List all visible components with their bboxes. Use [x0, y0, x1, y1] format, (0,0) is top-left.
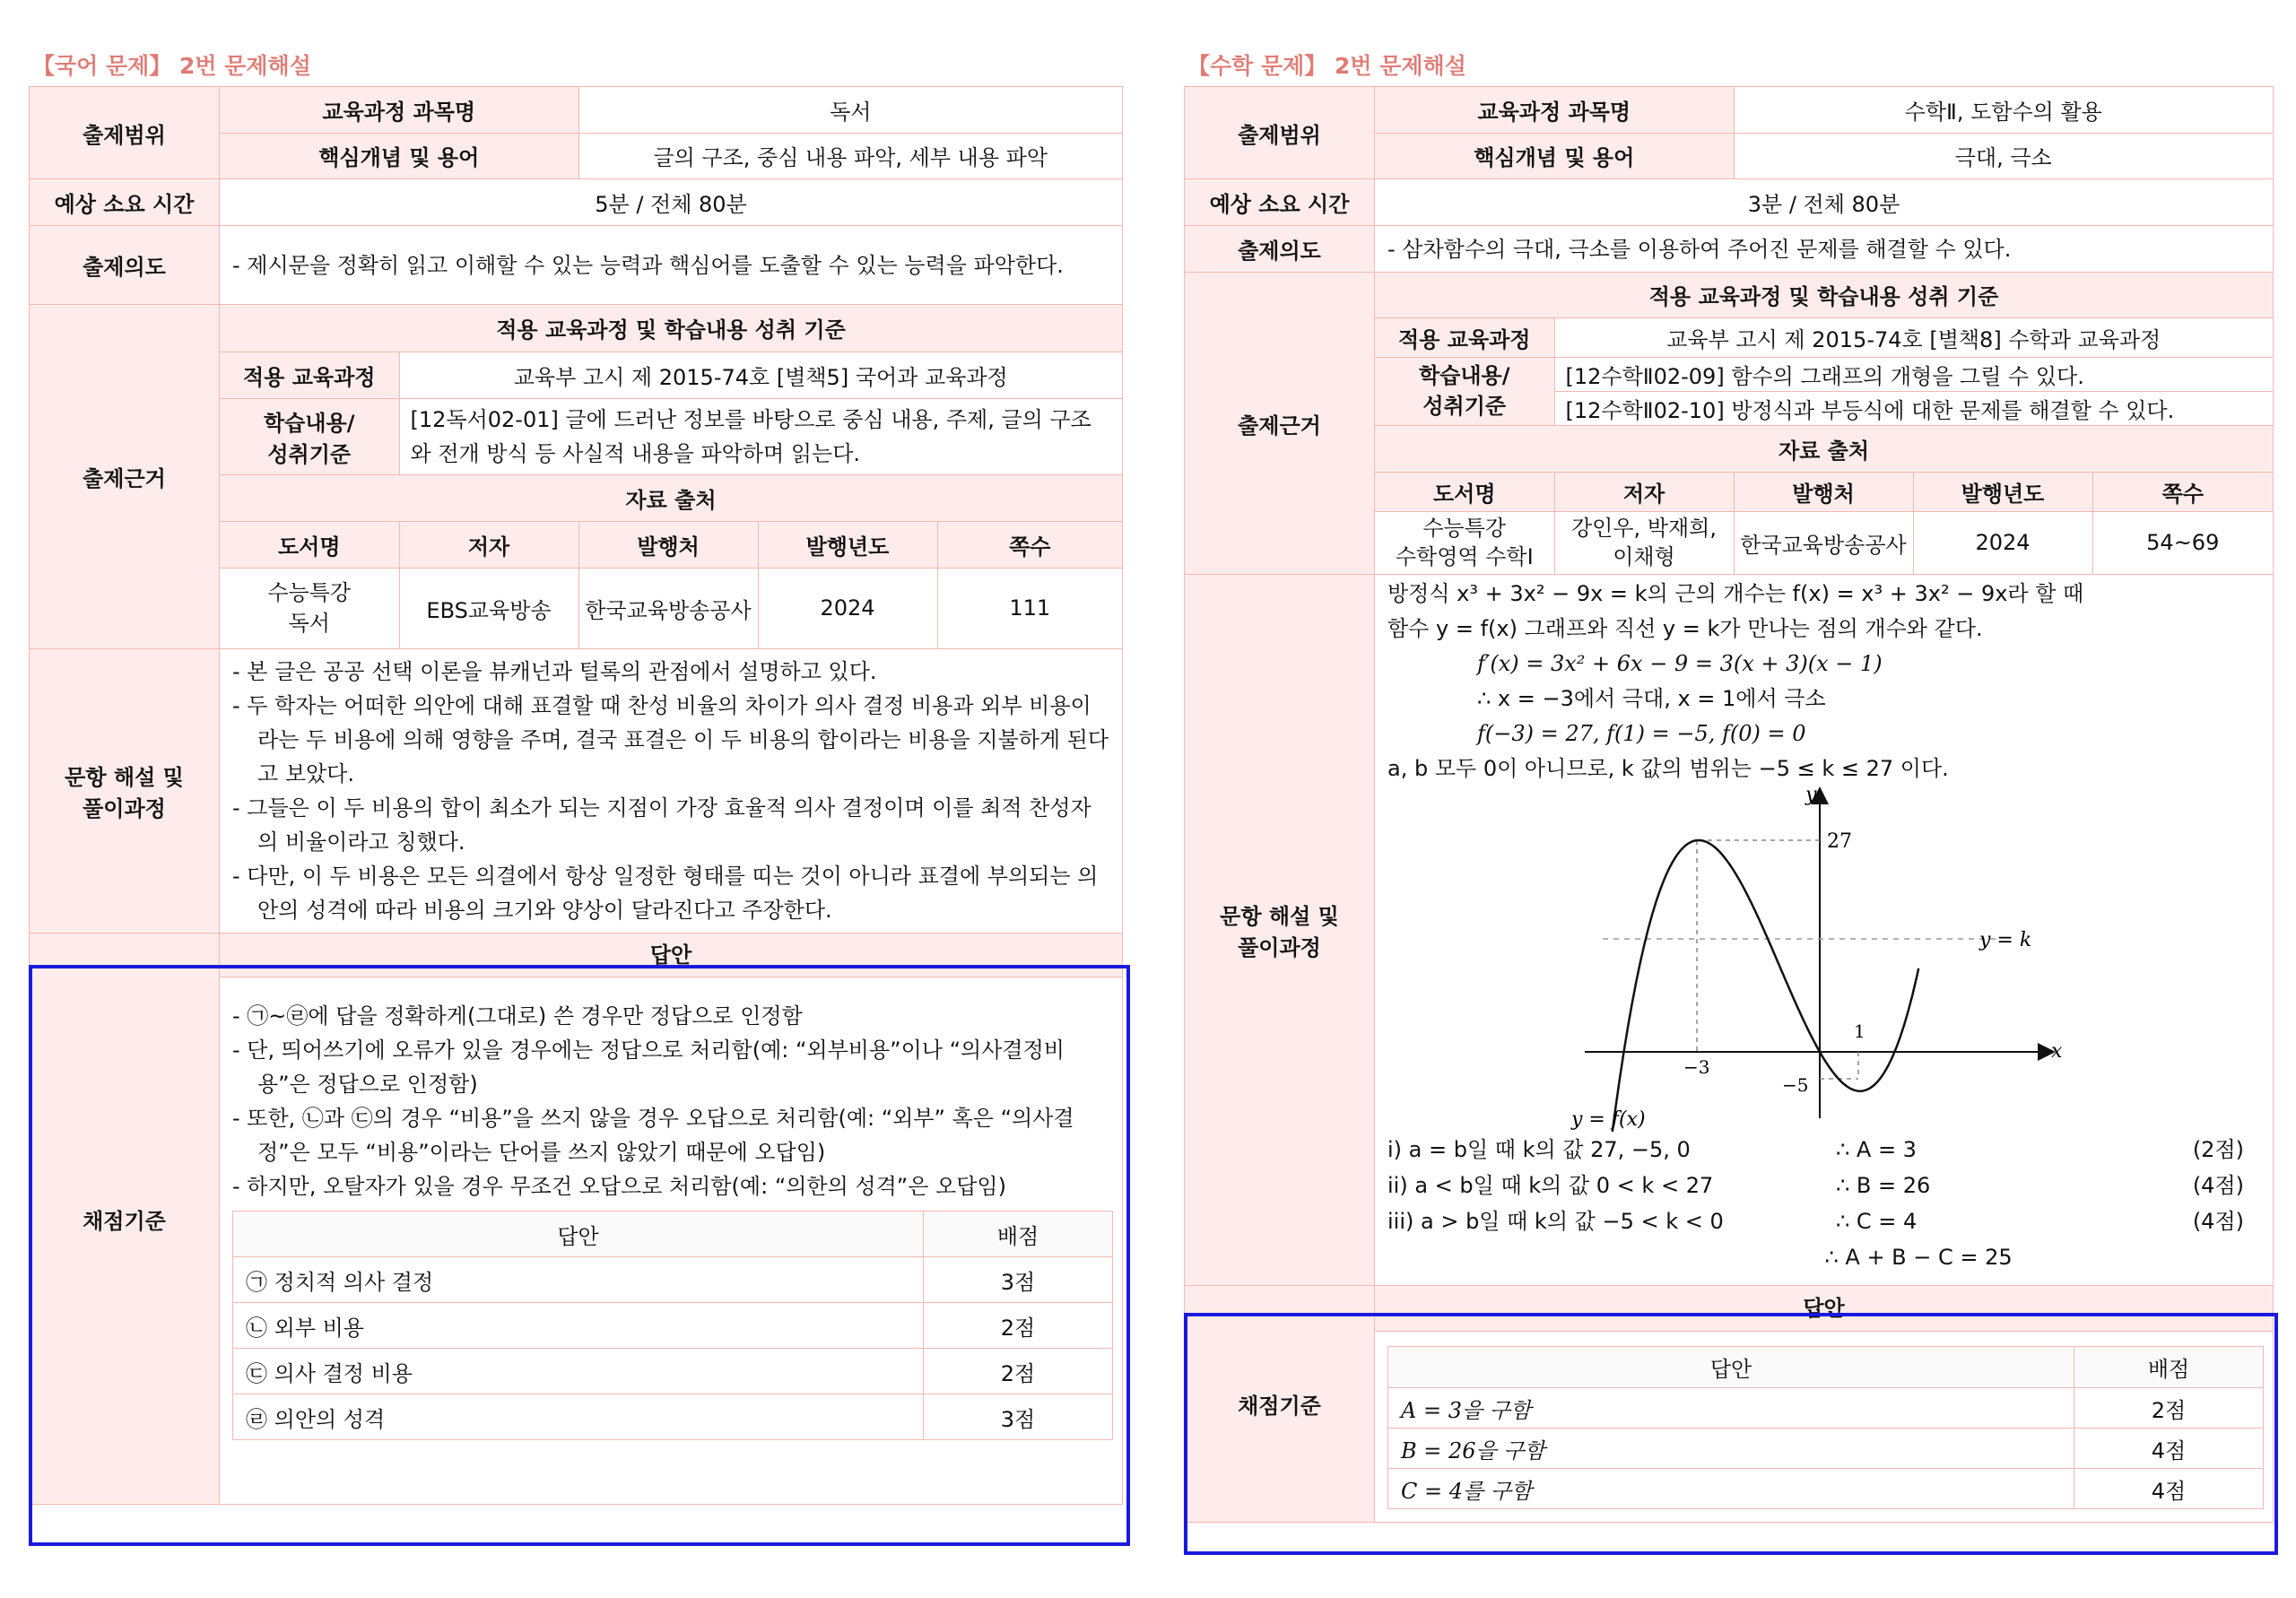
curriculum-value: 교육부 고시 제 2015-74호 [별책5] 국어과 교육과정	[399, 352, 1122, 398]
score-header-answer: 답안	[233, 1212, 924, 1257]
grading-item: - 또한, ㉡과 ㉢의 경우 “비용”을 쓰지 않을 경우 오답으로 처리함(예: “외부” 혹은 “의사결정”은 모두 “비용”이라는 단어를 쓰지 않았기 때문에 오답임)	[232, 1106, 1074, 1165]
score-answer: ㉣ 의안의 성격	[233, 1394, 924, 1440]
standard-header: 적용 교육과정 및 학습내용 성취 기준	[220, 305, 1122, 352]
cubic-graph	[1387, 786, 2284, 1132]
achievement-label-line2: 성취기준	[267, 441, 352, 467]
score-table	[1387, 1346, 2264, 1509]
score-answer: C = 4를 구함	[1388, 1469, 2074, 1509]
score-answer: ㉠ 정치적 의사 결정	[233, 1257, 924, 1303]
explain-label-line1: 문항 해설 및	[1220, 904, 1339, 929]
solution-body	[1375, 575, 2274, 1286]
subject-label: 교육과정 과목명	[220, 87, 578, 133]
score-row	[233, 1257, 1113, 1303]
answer-header: 답안	[220, 934, 1122, 977]
line-label: y = k	[1979, 929, 2032, 951]
score-points: 3점	[924, 1394, 1113, 1440]
explain-item: - 본 글은 공공 선택 이론을 뷰캐넌과 털록의 관점에서 설명하고 있다.	[232, 659, 877, 684]
range-subtable	[220, 87, 1122, 178]
score-header-points: 배점	[924, 1212, 1113, 1257]
score-points: 3점	[924, 1257, 1113, 1303]
solution-line: 함수 y = f(x) 그래프와 직선 y = k가 만나는 점의 개수와 같다.	[1387, 616, 1983, 641]
case-row	[1387, 1132, 2262, 1168]
derivative-line: f′(x) = 3x² + 6x − 9 = 3(x + 3)(x − 1)	[1477, 651, 1883, 676]
achievement-label-line2: 성취기준	[1422, 394, 1507, 419]
solution-table	[1184, 86, 2274, 1523]
score-row	[1388, 1469, 2264, 1509]
solution-table	[29, 86, 1123, 1505]
source-col-pages: 쪽수	[2092, 472, 2273, 511]
score-answer: A = 3을 구함	[1388, 1388, 2074, 1429]
achievement-value: [12독서02-01] 글에 드러난 정보를 바탕으로 중심 내용, 주제, 글의 구조와 전개 방식 등 사실적 내용을 파악하며 읽는다.	[399, 398, 1122, 474]
explain-body	[220, 649, 1123, 934]
basis-label: 출제근거	[30, 305, 220, 649]
case-points: (2점)	[2192, 1137, 2244, 1162]
achievement-label	[1375, 357, 1554, 425]
basis-label: 출제근거	[1185, 273, 1375, 575]
tick-one-label: 1	[1854, 1020, 1866, 1042]
score-answer: B = 26을 구함	[1388, 1429, 2074, 1469]
score-points: 2점	[2074, 1388, 2264, 1429]
panel-title: 【국어 문제】 2번 문제해설	[32, 53, 311, 79]
y-axis-label: y	[1805, 786, 1817, 806]
grading-item: - ㉠~㉣에 답을 정확하게(그대로) 쓴 경우만 정답으로 인정함	[232, 1003, 803, 1029]
case-condition: iii) a > b일 때 k의 값 −5 < k < 0	[1387, 1209, 1724, 1234]
tick-neg3-label: −3	[1683, 1056, 1710, 1078]
source-publisher: 한국교육방송공사	[1734, 511, 1913, 574]
score-answer: ㉢ 의사 결정 비용	[233, 1349, 924, 1394]
score-row	[1388, 1388, 2264, 1429]
time-value: 5분 / 전체 80분	[220, 179, 1123, 226]
final-row	[1387, 1239, 2262, 1275]
score-points: 4점	[2074, 1469, 2264, 1509]
score-row	[1388, 1429, 2264, 1469]
case-row	[1387, 1168, 2262, 1203]
curriculum-value: 교육부 고시 제 2015-74호 [별책8] 수학과 교육과정	[1554, 317, 2273, 357]
case-condition: i) a = b일 때 k의 값 27, −5, 0	[1387, 1137, 1691, 1162]
extrema-line: ∴ x = −3에서 극대, x = 1에서 극소	[1477, 686, 1826, 711]
achievement-label	[220, 398, 399, 474]
source-book-line2: 독서	[288, 611, 330, 637]
achievement-value-1: [12수학Ⅱ02-09] 함수의 그래프의 개형을 그릴 수 있다.	[1554, 357, 2273, 391]
source-col-year: 발행년도	[758, 521, 937, 568]
math-solution-panel	[1184, 47, 2274, 1523]
curve-label: y = f(x)	[1571, 1108, 1646, 1131]
score-row	[233, 1303, 1113, 1349]
solution-line: 방정식 x³ + 3x² − 9x = k의 근의 개수는 f(x) = x³ + 3x² − 9x라 할 때	[1387, 581, 2084, 606]
range-line: a, b 모두 0이 아니므로, k 값의 범위는 −5 ≤ k ≤ 27 이다.	[1387, 756, 1949, 781]
score-points: 2점	[924, 1303, 1113, 1349]
concept-label: 핵심개념 및 용어	[220, 133, 578, 178]
score-points: 4점	[2074, 1429, 2264, 1469]
source-col-publisher: 발행처	[1734, 472, 1913, 511]
score-table	[232, 1211, 1113, 1440]
source-year: 2024	[758, 568, 937, 648]
explain-label	[1185, 575, 1375, 1286]
curriculum-label: 적용 교육과정	[1375, 317, 1554, 357]
achievement-value-2: [12수학Ⅱ02-10] 방정식과 부등식에 대한 문제를 해결할 수 있다.	[1554, 391, 2273, 425]
score-header-points: 배점	[2074, 1347, 2264, 1388]
subject-label: 교육과정 과목명	[1375, 87, 1734, 133]
score-points: 2점	[924, 1349, 1113, 1394]
source-author-line1: 강인우, 박재희,	[1571, 516, 1717, 542]
range-subtable	[1375, 87, 2273, 178]
curriculum-label: 적용 교육과정	[220, 352, 399, 398]
explain-label-line1: 문항 해설 및	[65, 765, 184, 790]
case-points: (4점)	[2192, 1173, 2244, 1198]
source-year: 2024	[1913, 511, 2092, 574]
grading-body	[1375, 1286, 2274, 1523]
source-col-author: 저자	[399, 521, 578, 568]
source-book	[1375, 511, 1554, 574]
source-publisher: 한국교육방송공사	[578, 568, 758, 648]
grading-item: - 단, 띄어쓰기에 오류가 있을 경우에는 정답으로 처리함(예: “외부비용”이나 “의사결정비용”은 정답으로 인정함)	[232, 1038, 1065, 1097]
final-result: ∴ A + B − C = 25	[1824, 1245, 2013, 1270]
subject-value: 수학Ⅱ, 도함수의 활용	[1734, 87, 2273, 133]
concept-label: 핵심개념 및 용어	[1375, 133, 1734, 178]
time-label: 예상 소요 시간	[1185, 179, 1375, 226]
explain-label	[30, 649, 220, 934]
grading-list	[220, 977, 1122, 1211]
standard-header: 적용 교육과정 및 학습내용 성취 기준	[1375, 273, 2273, 317]
source-header: 자료 출처	[220, 474, 1122, 521]
range-label: 출제범위	[30, 87, 220, 179]
source-book-line2: 수학영역 수학Ⅰ	[1395, 544, 1534, 570]
range-label: 출제범위	[1185, 87, 1375, 179]
case-result: ∴ B = 26	[1836, 1173, 1931, 1198]
tick-neg5-label: −5	[1782, 1074, 1809, 1096]
intent-value: - 제시문을 정확히 읽고 이해할 수 있는 능력과 핵심어를 도출할 수 있는 능력을 파악한다.	[220, 226, 1123, 305]
cubic-curve	[1586, 840, 1918, 1132]
achievement-label-line1: 학습내용/	[263, 410, 355, 436]
explain-label-line2: 풀이과정	[1238, 935, 1321, 960]
score-header-answer: 답안	[1388, 1347, 2074, 1388]
case-condition: ii) a < b일 때 k의 값 0 < k < 27	[1387, 1173, 1714, 1198]
source-header: 자료 출처	[1375, 425, 2273, 472]
subject-value: 독서	[578, 87, 1122, 133]
concept-value: 글의 구조, 중심 내용 파악, 세부 내용 파악	[578, 133, 1122, 178]
score-row	[233, 1394, 1113, 1440]
basis-subtable	[220, 305, 1122, 648]
values-line: f(−3) = 27, f(1) = −5, f(0) = 0	[1477, 721, 1806, 746]
explain-list	[232, 655, 1109, 927]
time-value: 3분 / 전체 80분	[1375, 179, 2274, 226]
intent-label: 출제의도	[30, 226, 220, 305]
max-value-label: 27	[1827, 830, 1852, 853]
explain-label-line2: 풀이과정	[83, 796, 166, 821]
source-pages: 54~69	[2092, 511, 2273, 574]
source-pages: 111	[937, 568, 1122, 648]
source-col-year: 발행년도	[1913, 472, 2092, 511]
source-col-publisher: 발행처	[578, 521, 758, 568]
intent-label: 출제의도	[1185, 226, 1375, 273]
score-row	[233, 1349, 1113, 1394]
case-result: ∴ A = 3	[1836, 1137, 1917, 1162]
case-row	[1387, 1203, 2262, 1239]
concept-value: 극대, 극소	[1734, 133, 2273, 178]
source-book-line1: 수능특강	[1422, 516, 1507, 542]
grading-item: - 하지만, 오탈자가 있을 경우 무조건 오답으로 처리함(예: “의한의 성격”은 오답임)	[232, 1174, 1006, 1199]
source-col-book: 도서명	[1375, 472, 1554, 511]
source-book	[220, 568, 399, 648]
grading-body	[220, 934, 1123, 1505]
case-points: (4점)	[2192, 1209, 2244, 1234]
source-author-line2: 이채형	[1613, 544, 1675, 570]
score-answer: ㉡ 외부 비용	[233, 1303, 924, 1349]
achievement-label-line1: 학습내용/	[1418, 363, 1510, 388]
source-col-author: 저자	[1554, 472, 1734, 511]
explain-item: - 그들은 이 두 비용의 합이 최소가 되는 지점이 가장 효율적 의사 결정이며 이를 최적 찬성자의 비율이라고 칭했다.	[232, 795, 1091, 855]
time-label: 예상 소요 시간	[30, 179, 220, 226]
intent-value: - 삼차함수의 극대, 극소를 이용하여 주어진 문제를 해결할 수 있다.	[1375, 226, 2274, 273]
grading-label: 채점기준	[1185, 1286, 1375, 1523]
source-col-pages: 쪽수	[937, 521, 1122, 568]
source-author	[1554, 511, 1734, 574]
case-result: ∴ C = 4	[1836, 1209, 1918, 1234]
x-axis-label: x	[2051, 1040, 2063, 1063]
korean-solution-panel	[29, 47, 1123, 1505]
panel-title: 【수학 문제】 2번 문제해설	[1187, 53, 1466, 79]
source-author: EBS교육방송	[399, 568, 578, 648]
source-book-line1: 수능특강	[267, 580, 352, 606]
explain-item: - 두 학자는 어떠한 의안에 대해 표결할 때 찬성 비율의 차이가 의사 결정 비용과 외부 비용이라는 두 비용에 의해 영향을 주며, 결국 표결은 이 두 비용의 합이라는 비용을 지불하게 된다고 보았다.	[232, 693, 1109, 786]
grading-label: 채점기준	[30, 934, 220, 1505]
basis-subtable	[1375, 273, 2273, 574]
explain-item: - 다만, 이 두 비용은 모든 의결에서 항상 일정한 형태를 띠는 것이 아니라 표결에 부의되는 의안의 성격에 따라 비용의 크기와 양상이 달라진다고 주장한다.	[232, 864, 1099, 923]
source-col-book: 도서명	[220, 521, 399, 568]
answer-header: 답안	[1375, 1286, 2273, 1332]
